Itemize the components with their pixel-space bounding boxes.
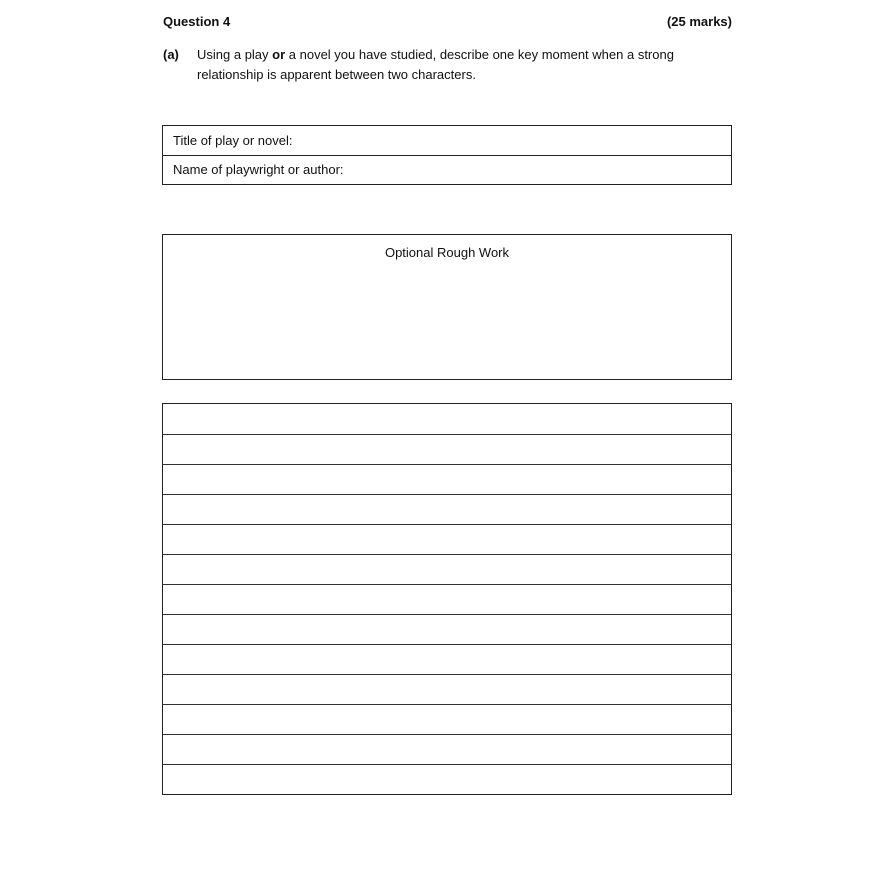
answer-line xyxy=(163,554,731,555)
question-header xyxy=(163,14,732,34)
part-label: (a) xyxy=(163,47,179,62)
answer-line xyxy=(163,614,731,615)
answer-line xyxy=(163,734,731,735)
answer-line xyxy=(163,764,731,765)
answer-line xyxy=(163,494,731,495)
prompt-text-start: Using a play xyxy=(197,47,273,62)
author-row[interactable] xyxy=(163,156,731,184)
title-row[interactable] xyxy=(163,126,731,156)
answer-line xyxy=(163,674,731,675)
question-title: Question 4 xyxy=(163,14,231,29)
prompt-bold-word: or xyxy=(272,47,286,62)
rough-work-box[interactable] xyxy=(162,234,732,380)
answer-line xyxy=(163,434,731,435)
part-a-prompt xyxy=(197,45,687,85)
rough-work-label: Optional Rough Work xyxy=(384,245,510,260)
answer-line xyxy=(163,464,731,465)
title-label: Title of play or novel: xyxy=(173,133,293,148)
answer-line xyxy=(163,704,731,705)
text-details-table xyxy=(162,125,732,185)
answer-lines-box[interactable] xyxy=(162,403,732,795)
answer-line xyxy=(163,524,731,525)
answer-line xyxy=(163,584,731,585)
author-label: Name of playwright or author: xyxy=(173,162,344,177)
question-marks: (25 marks) xyxy=(666,14,732,29)
answer-line xyxy=(163,644,731,645)
prompt-text-end: a novel you have studied, describe one key moment when a strong relationship is apparent between two characters. xyxy=(197,47,674,82)
